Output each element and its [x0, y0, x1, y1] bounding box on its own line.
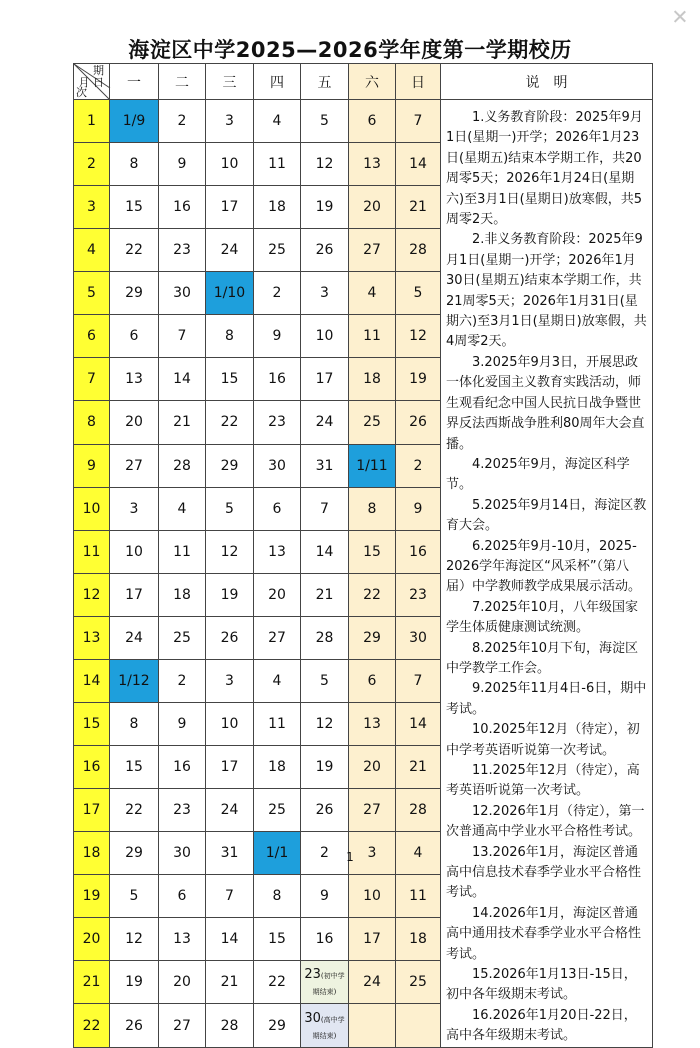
- date-cell-sat: 4: [349, 272, 396, 315]
- date-cell-fri: 12: [301, 143, 349, 186]
- date-cell-thu: 25: [254, 789, 301, 832]
- note-item: 7.2025年10月，八年级国家学生体质健康测试统测。: [446, 599, 639, 636]
- week-row: [74, 100, 653, 143]
- week-number-cell: 3: [74, 186, 110, 229]
- close-icon[interactable]: [674, 10, 686, 22]
- date-cell-thu: 1/1: [254, 832, 301, 875]
- note-item: 4.2025年9月，海淀区科学节。: [446, 456, 630, 493]
- date-cell-wed: 17: [206, 186, 254, 229]
- date-cell-wed: 22: [206, 401, 254, 444]
- date-cell-sat: 6: [349, 659, 396, 702]
- exam-tag: (高中学期结束): [312, 1015, 345, 1040]
- date-cell-wed: 17: [206, 745, 254, 788]
- date-cell-wed: 8: [206, 315, 254, 358]
- date-cell-mon: 13: [110, 358, 159, 401]
- week-number-cell: 14: [74, 659, 110, 702]
- week-number-cell: 4: [74, 229, 110, 272]
- date-cell-tue: 18: [159, 573, 206, 616]
- date-cell-sun: 23: [396, 573, 441, 616]
- date-cell-mon: 3: [110, 487, 159, 530]
- header-row: [74, 64, 653, 100]
- note-item: 8.2025年10月下旬，海淀区中学教学工作会。: [446, 640, 639, 676]
- page-title: 海淀区中学2025—2026学年度第一学期校历: [128, 38, 572, 62]
- date-cell-fri: 5: [301, 659, 349, 702]
- day-header-fri: 五: [301, 64, 349, 100]
- date-cell-wed: 14: [206, 918, 254, 961]
- date-cell-sat: 10: [349, 875, 396, 918]
- date-cell-sun: 14: [396, 143, 441, 186]
- date-cell-tue: 30: [159, 272, 206, 315]
- date-cell-sat: 24: [349, 961, 396, 1004]
- date-cell-sun: 11: [396, 875, 441, 918]
- notes-cell: [441, 100, 653, 1048]
- week-number-cell: 7: [74, 358, 110, 401]
- date-value: 30: [304, 1010, 321, 1026]
- date-cell-sun: 21: [396, 745, 441, 788]
- week-number-cell: 5: [74, 272, 110, 315]
- date-cell-mon: 24: [110, 616, 159, 659]
- date-cell-wed: 21: [206, 961, 254, 1004]
- date-cell-sun: 19: [396, 358, 441, 401]
- date-cell-tue: 27: [159, 1004, 206, 1047]
- date-cell-sat: 3: [349, 832, 396, 875]
- week-number-cell: 17: [74, 789, 110, 832]
- date-cell-thu: 30: [254, 444, 301, 487]
- date-cell-sun: 18: [396, 918, 441, 961]
- week-number-cell: 2: [74, 143, 110, 186]
- date-cell-wed: 28: [206, 1004, 254, 1047]
- week-number-cell: 13: [74, 616, 110, 659]
- note-item: 16.2026年1月20日-22日，高中各年级期末考试。: [446, 1007, 637, 1044]
- date-cell-fri: 28: [301, 616, 349, 659]
- date-cell-fri: 12: [301, 702, 349, 745]
- date-cell-mon: 10: [110, 530, 159, 573]
- date-cell-mon: 22: [110, 789, 159, 832]
- week-number-cell: 8: [74, 401, 110, 444]
- date-cell-fri: 17: [301, 358, 349, 401]
- date-cell-thu: 11: [254, 143, 301, 186]
- date-cell-fri: [301, 1004, 349, 1047]
- date-cell-mon: 20: [110, 401, 159, 444]
- week-number-cell: 9: [74, 444, 110, 487]
- corner-label-period: 期: [93, 64, 104, 77]
- note-item: 13.2026年1月，海淀区普通高中信息技术春季学业水平合格性考试。: [446, 844, 642, 901]
- date-cell-thu: 18: [254, 745, 301, 788]
- date-cell-sat: 18: [349, 358, 396, 401]
- day-header-tue: 二: [159, 64, 206, 100]
- date-cell-wed: 1/10: [206, 272, 254, 315]
- date-cell-wed: 31: [206, 832, 254, 875]
- corner-label-week: 次: [76, 86, 87, 99]
- date-cell-sat: 8: [349, 487, 396, 530]
- date-cell-tue: 23: [159, 789, 206, 832]
- date-cell-tue: 7: [159, 315, 206, 358]
- date-cell-tue: 21: [159, 401, 206, 444]
- date-cell-fri: 19: [301, 186, 349, 229]
- date-cell-mon: 15: [110, 186, 159, 229]
- date-cell-mon: 5: [110, 875, 159, 918]
- date-cell-fri: 26: [301, 229, 349, 272]
- date-cell-sun: 7: [396, 659, 441, 702]
- date-cell-wed: 24: [206, 789, 254, 832]
- day-header-sat: 六: [349, 64, 396, 100]
- date-cell-fri: 2: [301, 832, 349, 875]
- date-cell-sun: 21: [396, 186, 441, 229]
- date-cell-sat: 13: [349, 143, 396, 186]
- date-cell-thu: 16: [254, 358, 301, 401]
- corner-header-cell: [74, 64, 110, 100]
- date-cell-wed: 12: [206, 530, 254, 573]
- page-number: 1: [346, 850, 354, 864]
- date-cell-sat: 11: [349, 315, 396, 358]
- day-header-thu: 四: [254, 64, 301, 100]
- date-cell-tue: 25: [159, 616, 206, 659]
- date-cell-wed: 15: [206, 358, 254, 401]
- date-cell-tue: 23: [159, 229, 206, 272]
- date-cell-sun: 14: [396, 702, 441, 745]
- date-cell-mon: 22: [110, 229, 159, 272]
- note-item: 6.2025年9月-10月，2025-2026学年海淀区“风采杯”（第八届）中学教师教学成果展示活动。: [446, 538, 642, 595]
- date-cell-mon: 8: [110, 702, 159, 745]
- date-cell-sat: 27: [349, 789, 396, 832]
- note-item: 12.2026年1月（待定），第一次普通高中学业水平合格性考试。: [446, 803, 645, 840]
- note-item: 3.2025年9月3日，开展思政一体化爱国主义教育实践活动，师生观看纪念中国人民抗日战争暨世界反法西斯战争胜利80周年大会直播。: [446, 354, 645, 452]
- date-cell-tue: 9: [159, 143, 206, 186]
- corner-label-month-day: 月 日: [78, 76, 104, 89]
- date-cell-sun: 4: [396, 832, 441, 875]
- date-cell-sat: 1/11: [349, 444, 396, 487]
- date-cell-thu: 11: [254, 702, 301, 745]
- date-cell-sat: 29: [349, 616, 396, 659]
- date-cell-sun: 7: [396, 100, 441, 143]
- note-item: 10.2025年12月（待定），初中学考英语听说第一次考试。: [446, 722, 640, 758]
- date-cell-fri: 21: [301, 573, 349, 616]
- date-cell-wed: 26: [206, 616, 254, 659]
- date-cell-wed: 10: [206, 143, 254, 186]
- week-number-cell: 18: [74, 832, 110, 875]
- date-cell-wed: 24: [206, 229, 254, 272]
- day-header-mon: 一: [110, 64, 159, 100]
- date-cell-mon: 17: [110, 573, 159, 616]
- date-cell-sat: 6: [349, 100, 396, 143]
- date-cell-sun: 16: [396, 530, 441, 573]
- date-cell-sat: 22: [349, 573, 396, 616]
- date-cell-tue: 6: [159, 875, 206, 918]
- date-cell-wed: 10: [206, 702, 254, 745]
- date-cell-wed: 3: [206, 100, 254, 143]
- week-number-cell: 10: [74, 487, 110, 530]
- week-number-cell: 15: [74, 702, 110, 745]
- date-cell-tue: 14: [159, 358, 206, 401]
- date-cell-fri: 24: [301, 401, 349, 444]
- date-cell-sat: 15: [349, 530, 396, 573]
- date-cell-sat: 27: [349, 229, 396, 272]
- date-cell-fri: [301, 961, 349, 1004]
- date-cell-sat: 20: [349, 745, 396, 788]
- note-item: 9.2025年11月4日-6日，期中考试。: [446, 681, 647, 717]
- date-cell-thu: 15: [254, 918, 301, 961]
- date-cell-mon: 26: [110, 1004, 159, 1047]
- date-cell-fri: 7: [301, 487, 349, 530]
- date-cell-thu: 20: [254, 573, 301, 616]
- date-cell-fri: 14: [301, 530, 349, 573]
- note-item: 14.2026年1月，海淀区普通高中通用技术春季学业水平合格性考试。: [446, 905, 642, 962]
- date-cell-wed: 7: [206, 875, 254, 918]
- date-cell-tue: 9: [159, 702, 206, 745]
- date-cell-sun: 28: [396, 229, 441, 272]
- date-cell-tue: 16: [159, 745, 206, 788]
- week-number-cell: 19: [74, 875, 110, 918]
- note-item: 11.2025年12月（待定），高考英语听说第一次考试。: [446, 763, 640, 799]
- date-cell-wed: 5: [206, 487, 254, 530]
- date-cell-sun: 30: [396, 616, 441, 659]
- date-cell-sun: 28: [396, 789, 441, 832]
- date-cell-wed: 29: [206, 444, 254, 487]
- week-number-cell: 20: [74, 918, 110, 961]
- day-header-wed: 三: [206, 64, 254, 100]
- date-cell-fri: 26: [301, 789, 349, 832]
- date-cell-tue: 20: [159, 961, 206, 1004]
- week-number-cell: 12: [74, 573, 110, 616]
- date-cell-thu: 4: [254, 100, 301, 143]
- school-calendar-table: [73, 63, 653, 1048]
- date-cell-tue: 13: [159, 918, 206, 961]
- week-number-cell: 16: [74, 745, 110, 788]
- date-cell-sun: 9: [396, 487, 441, 530]
- date-cell-thu: 25: [254, 229, 301, 272]
- date-cell-fri: 19: [301, 745, 349, 788]
- date-cell-fri: 3: [301, 272, 349, 315]
- date-cell-fri: 31: [301, 444, 349, 487]
- date-cell-mon: 6: [110, 315, 159, 358]
- exam-tag: (初中学期结束): [312, 972, 345, 997]
- date-cell-tue: 2: [159, 659, 206, 702]
- note-item: 15.2026年1月13日-15日，初中各年级期末考试。: [446, 967, 637, 1003]
- date-cell-sat: 17: [349, 918, 396, 961]
- notes-header: 说 明: [441, 64, 653, 100]
- date-cell-fri: 10: [301, 315, 349, 358]
- date-cell-tue: 16: [159, 186, 206, 229]
- week-number-cell: 11: [74, 530, 110, 573]
- date-cell-mon: 27: [110, 444, 159, 487]
- date-cell-sun: 12: [396, 315, 441, 358]
- week-number-cell: 22: [74, 1004, 110, 1047]
- date-cell-sat: [349, 1004, 396, 1047]
- date-cell-fri: 16: [301, 918, 349, 961]
- date-cell-tue: 4: [159, 487, 206, 530]
- date-cell-thu: 23: [254, 401, 301, 444]
- date-cell-thu: 4: [254, 659, 301, 702]
- date-cell-fri: 5: [301, 100, 349, 143]
- date-cell-thu: 2: [254, 272, 301, 315]
- date-cell-mon: 12: [110, 918, 159, 961]
- date-cell-mon: 29: [110, 272, 159, 315]
- date-cell-sat: 25: [349, 401, 396, 444]
- date-cell-sun: [396, 1004, 441, 1047]
- date-cell-mon: 29: [110, 832, 159, 875]
- date-cell-tue: 11: [159, 530, 206, 573]
- date-cell-tue: 30: [159, 832, 206, 875]
- date-value: 23: [304, 967, 321, 983]
- date-cell-thu: 18: [254, 186, 301, 229]
- date-cell-sun: 26: [396, 401, 441, 444]
- date-cell-tue: 28: [159, 444, 206, 487]
- week-number-cell: 6: [74, 315, 110, 358]
- date-cell-mon: 1/12: [110, 659, 159, 702]
- date-cell-wed: 3: [206, 659, 254, 702]
- date-cell-mon: 1/9: [110, 100, 159, 143]
- date-cell-sat: 13: [349, 702, 396, 745]
- date-cell-mon: 8: [110, 143, 159, 186]
- date-cell-thu: 8: [254, 875, 301, 918]
- date-cell-wed: 19: [206, 573, 254, 616]
- note-item: 1.义务教育阶段：2025年9月1日(星期一)开学；2026年1月23日(星期五)结束本学期工作，共20周零5天；2026年1月24日(星期六)至3月1日(星期日)放寒假，共5周零2天。: [446, 110, 643, 228]
- date-cell-sun: 25: [396, 961, 441, 1004]
- date-cell-thu: 22: [254, 961, 301, 1004]
- date-cell-tue: 2: [159, 100, 206, 143]
- date-cell-thu: 6: [254, 487, 301, 530]
- date-cell-fri: 9: [301, 875, 349, 918]
- date-cell-mon: 19: [110, 961, 159, 1004]
- date-cell-sun: 5: [396, 272, 441, 315]
- date-cell-thu: 13: [254, 530, 301, 573]
- date-cell-sat: 20: [349, 186, 396, 229]
- note-item: 5.2025年9月14日，海淀区教育大会。: [446, 497, 647, 534]
- day-header-sun: 日: [396, 64, 441, 100]
- date-cell-thu: 9: [254, 315, 301, 358]
- week-number-cell: 1: [74, 100, 110, 143]
- week-number-cell: 21: [74, 961, 110, 1004]
- note-item: 2.非义务教育阶段：2025年9月1日(星期一)开学；2026年1月30日(星期五)结束本学期工作，共21周零5天；2026年1月31日(星期六)至3月1日(星期日)放寒假，共4周零2天。: [446, 232, 647, 350]
- date-cell-thu: 29: [254, 1004, 301, 1047]
- date-cell-mon: 15: [110, 745, 159, 788]
- date-cell-thu: 27: [254, 616, 301, 659]
- date-cell-sun: 2: [396, 444, 441, 487]
